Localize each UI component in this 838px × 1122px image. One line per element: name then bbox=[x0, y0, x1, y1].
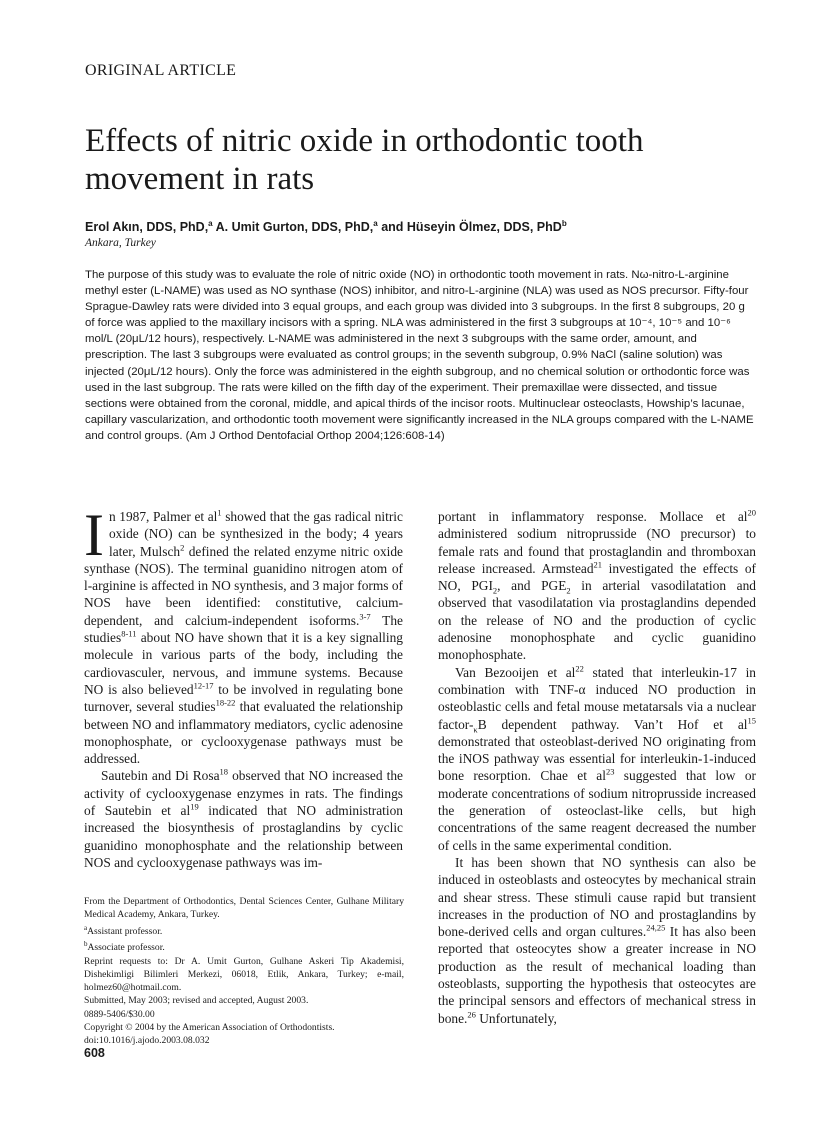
footnote-issn: 0889-5406/$30.00 bbox=[84, 1008, 155, 1020]
footnote-a: $^a$Assistant professor. bbox=[84, 923, 163, 937]
footnotes bbox=[84, 895, 404, 1048]
drop-cap: I bbox=[84, 502, 104, 568]
paragraph-5: It has been shown that NO synthesis can also be induced in osteoblasts and osteocytes by mechanical strain and shear stress. These stimuli cause rapid but transient increases in the production of NO and prostaglandins by bone-derived cells and organ cultures.$^{24,25}$ It has also been reported that osteocytes show a greater increase in NO production as the result of mechanical loading than osteoblasts, supporting the hypothesis that osteocytes are the principal sensors and effectors of mechanical stress in bone.$^{26}$ Unfortunately, bbox=[438, 854, 756, 1026]
paragraph-2: Sautebin and Di Rosa$^{18}$ observed that NO increased the activity of cyclooxygenase enzymes in rats. The findings of Sautebin et $al^{19}$ indicated that NO administration increased the biosynthesis of prostaglandins by cyclic guanidino monophosphate and the relationship between NOS and cyclooxygenase pathways was im- bbox=[84, 766, 403, 870]
author-2: A. Umit Gurton, DDS, PhD, bbox=[212, 220, 374, 235]
author-1-affiliation: a bbox=[208, 219, 213, 228]
author-location: Ankara, Turkey bbox=[85, 237, 156, 249]
footnote-b: $^b$Associate professor. bbox=[84, 940, 165, 954]
footnote-reprint: Reprint requests to: Dr A. Umit Gurton, Gulhane Askeri Tip Akademisi, Dishekimligi Bilimleri Merkezi, 06018, Etlik, Ankara, Turkey; e-mail, holmez60@hotmail.com. bbox=[84, 955, 404, 994]
article-title: Effects of nitric oxide in orthodontic tooth movement in rats bbox=[85, 123, 644, 197]
author-2-affiliation: a bbox=[373, 219, 378, 228]
paragraph-4: Van Bezooijen et $al^{22}$ stated that interleukin-17 in combination with TNF-α induced NO production in osteoblastic cells and fetal mouse metatarsals via a nuclear factor-$_\kappa B$ dependent pathway. Van’t Hof et $al^{15}$ demonstrated that osteoblast-derived NO originating from the iNOS pathway was essential for interleukin-1-induced bone resorption. Chae et $al^{23}$ suggested that low or moderate concentrations of sodium nitroprusside increased the generation of osteoclast-like cells, but high concentrations of the same reagent decreased the number of cells in the same experimental condition. bbox=[438, 663, 756, 853]
author-3: and Hüseyin Ölmez, DDS, PhD bbox=[377, 220, 562, 235]
author-3-affiliation: b bbox=[561, 219, 567, 228]
author-1: Erol Akın, DDS, PhD, bbox=[85, 220, 209, 235]
footnote-doi: doi:10.1016/j.ajodo.2003.08.032 bbox=[84, 1035, 210, 1047]
body-column-right bbox=[438, 508, 756, 1027]
abstract: The purpose of this study was to evaluate the role of nitric oxide (NO) in orthodontic tooth movement in rats. Nω-nitro-L-arginine methyl ester (L-NAME) was used as NO synthase (NOS) inhibitor, and nitro-L-arginine (NLA) was used as NOS precursor. Fifty-four Sprague-Dawley rats were divided into 3 equal groups, and each group was divided into 3 subgroups. In the first 8 subgroups, 20 g of force was applied to the maxillary incisors with a spring. NLA was administered in the first 3 subgroups at 10⁻⁴, 10⁻⁵ and 10⁻⁶ mol/L (20μL/12 hours), respectively. L-NAME was administered in the next 3 subgroups with the same order, amount, and prescription. The last 3 subgroups were evaluated as control groups; in the seventh subgroup, 0.9% NaCl (saline solution) was injected (20μL/12 hours). Only the force was administered in the eighth subgroup, and no chemical solution or orthodontic force was used in the last subgroup. The rats were killed on the fifth day of the experiment. Their premaxillae were dissected, and tissue sections were obtained from the coronal, middle, and apical thirds of the incisor roots. Multinuclear osteoclasts, Howship’s lacunae, capillary vascularization, and orthodontic tooth movement were significantly increased in the NLA groups compared with the L-NAME and control groups. (Am J Orthod Dentofacial Orthop 2004;126:608-14) bbox=[85, 269, 754, 442]
footnote-copyright: Copyright © 2004 by the American Association of Orthodontists. bbox=[84, 1022, 335, 1034]
footnote-department: From the Department of Orthodontics, Dental Sciences Center, Gulhane Military Medical Academy, Ankara, Turkey. bbox=[84, 896, 404, 921]
author-list bbox=[85, 219, 567, 234]
footnote-submitted: Submitted, May 2003; revised and accepted, August 2003. bbox=[84, 995, 309, 1007]
page-number: 608 bbox=[84, 1046, 105, 1060]
body-column-left bbox=[84, 502, 404, 871]
paragraph-1: In 1987, Palmer et $al^1$ showed that the gas radical nitric oxide (NO) can be synthesized in the body; 4 years later, Mulsch$^2$ defined the related enzyme nitric oxide synthase (NOS). The terminal guanidino nitrogen atom of l-arginine is affected in NO synthesis, and 3 major forms of NOS have been identified: constitutive, calcium-dependent, and calcium-independent isoforms.$^{3-7}$ The studies$^{8-11}$ about NO have shown that it is a key signalling molecule in various parts of the body, including the cardiovasculer, nervous, and immune systems. Because NO is also believed$^{12-17}$ to be involved in regulating bone turnover, several studies$^{18-22}$ that evaluated the relationship between NO and inflammatory mediators, cyclic adenosine monophosphate, or cyclooxygenase pathways must be addressed. bbox=[84, 502, 404, 767]
section-label: ORIGINAL ARTICLE bbox=[85, 62, 237, 79]
paragraph-3: portant in inflammatory response. Mollace et $al^{20}$ administered sodium nitroprusside (NO precursor) to female rats and found that prostaglandin and thromboxan release increased. Armstead$^{21}$ investigated the effects of NO, $PGI_2$, and $PGE_2$ in arterial vasodilatation and observed that vasodilatation via prostaglandins depended on the release of NO and the production of cyclic adenosine monophosphate and cyclic guanidino monophosphate. bbox=[438, 507, 756, 663]
